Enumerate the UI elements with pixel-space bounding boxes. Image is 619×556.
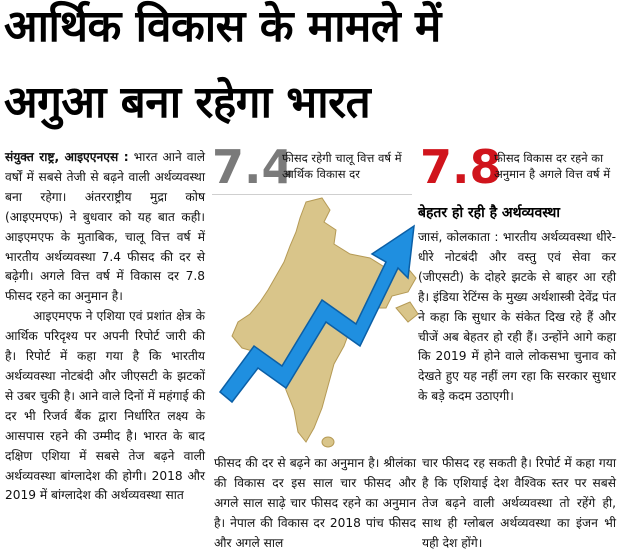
- column4-paragraph: चार फीसद रह सकती है। रिपोर्ट में कहा गया है कि एशियाई देश वैश्विक स्तर पर सबसे तेज बढ़ने वाली अर्थव्यवस्था तो रहेंगे ही, साथ ही ग्लोबल अर्थव्यवस्था का इंजन भी यही देश होंगे।: [422, 456, 616, 550]
- dateline: संयुक्त राष्ट्र, आइएएनएस :: [5, 150, 129, 164]
- column1-text-1: भारत आने वाले वर्षों में सबसे तेजी से बढ़ने वाली अर्थव्यवस्था बना रहेगा। अंतरराष्ट्रीय मुद्रा कोष (आइएमएफ) ने बुधवार को यह बात कही। आइएमएफ के मुताबिक, चालू वित्त वर्ष में भारतीय अर्थव्यवस्था 7.4 फीसद की दर से बढ़ेगी। अगले वित्त वर्ष में विकास दर 7.8 फीसद रहने का अनुमान है।: [5, 150, 206, 304]
- stat-next-year-text: फीसद विकास दर रहने का अनुमान है अगले वित्त वर्ष में: [494, 151, 611, 181]
- stat-current-year-value: 7.4: [212, 140, 294, 194]
- article-column-3: [214, 454, 416, 554]
- column1-paragraph-1: [5, 148, 205, 307]
- column3-paragraph: फीसद की दर से बढ़ने का अनुमान है। श्रीलंका की विकास दर इस साल चार फीसद और अगले साल साढ़े चार फीसद रहने का अनुमान है। नेपाल की विकास दर 2018 पांच फीसद और अगले साल: [214, 456, 416, 550]
- sidebar-box-text: भारतीय अर्थव्यवस्था धीरे-धीरे नोटबंदी और वस्तु एवं सेवा कर (जीएसटी) के दोहरे झटके से बाहर आ रही है। इंडिया रेटिंग्स के मुख्य अर्थशास्त्री देवेंद्र पंत ने कहा कि सुधार के संकेत दिख रहे हैं और चीजें अब बेहतर हो रही हैं। उन्होंने आगे कहा कि 2019 में होने वाले लोकसभा चुनाव को देखते हुए यह नहीं लग रहा कि सरकार सुधार के बड़े कदम उठाएगी।: [418, 230, 616, 404]
- sidebar-box-dateline: जासं, कोलकाता :: [418, 230, 499, 244]
- headline-line-1: आर्थिक विकास के मामले में: [4, 1, 441, 52]
- headline-line-2: अगुआ बना रहेगा भारत: [4, 77, 371, 128]
- article-column-1: [5, 148, 205, 506]
- sidebar-box: [418, 202, 616, 448]
- sidebar-box-title: बेहतर हो रही है अर्थव्यवस्था: [418, 205, 560, 221]
- india-map-growth-arrow-graphic: [210, 196, 422, 450]
- article-column-4: [422, 454, 616, 554]
- column1-paragraph-2: आइएमएफ ने एशिया एवं प्रशांत क्षेत्र के आर्थिक परिदृश्य पर अपनी रिपोर्ट जारी की है। रिपोर्ट में कहा गया है कि भारतीय अर्थव्यवस्था नोटबंदी और जीएसटी के झटकों से उबर चुकी है। आने वाले दिनों में महंगाई की दर भी रिजर्व बैंक द्वारा निर्धारित लक्ष्य के आसपास रहने की उम्मीद है। भारत के बाद दक्षिण एशिया में सबसे तेज बढ़ने वाली अर्थव्यवस्था बांग्लादेश की होगी। 2018 और 2019 में बांग्लादेश की अर्थव्यवस्था सात: [5, 309, 205, 503]
- stat-current-year-text: फीसद रहेगी चालू वित्त वर्ष में आर्थिक विकास दर: [282, 151, 402, 181]
- divider: [212, 194, 412, 195]
- stat-next-year-value: 7.8: [420, 140, 502, 194]
- sidebar-box-body: [418, 228, 616, 407]
